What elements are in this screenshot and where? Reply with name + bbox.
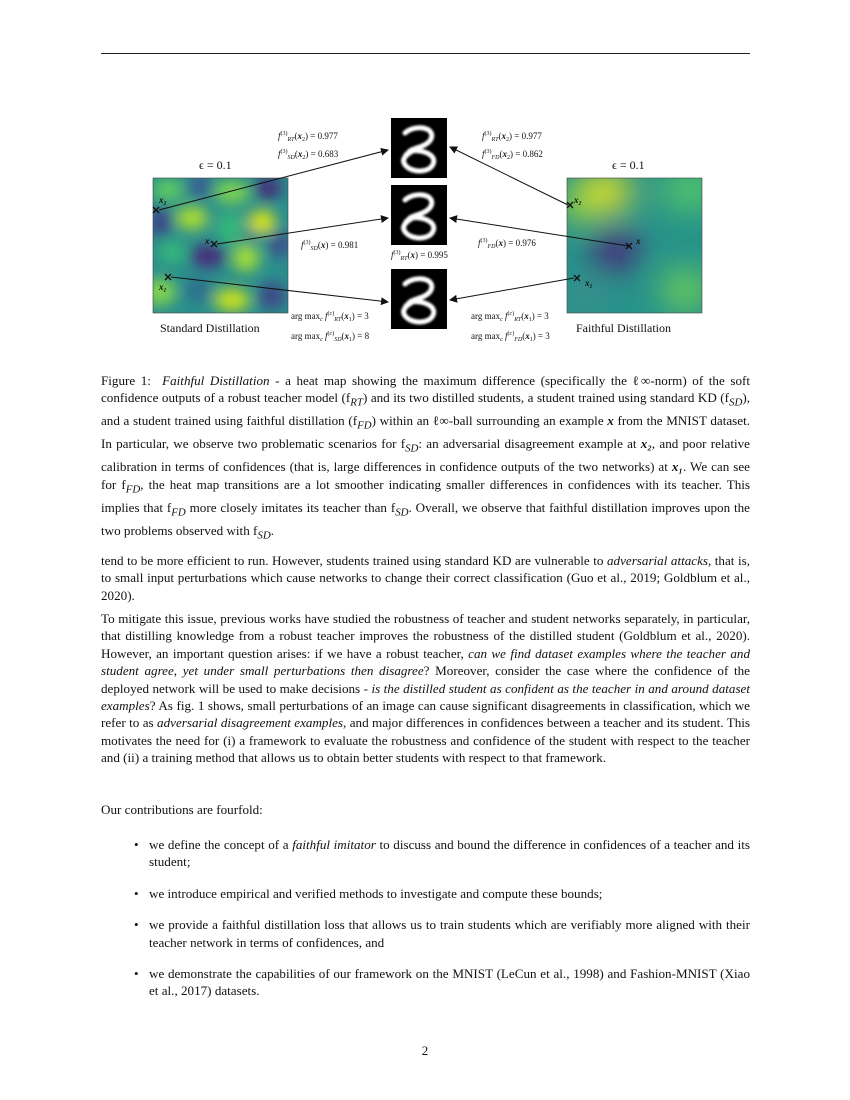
label-sd-x: $f^{(3)}_{SD}(x) = 0.981$ (301, 240, 359, 252)
caption-text: ), and a student trained using faithful distillation (f (101, 390, 750, 429)
value-sd-x2: 0.683 (317, 149, 339, 159)
value-fd-argmax-x1: 3 (545, 331, 550, 341)
label-fd-argmax-x1: arg $\max_c f^{(c)}_{FD}(x_1) = 3$ (471, 331, 550, 343)
right-point-x2-label: x₂ (574, 195, 582, 205)
contribution-text: to discuss and bound the difference in confidences of a teacher and its student; (149, 837, 750, 870)
caption-math: x₂ (640, 436, 652, 452)
caption-sub: SD (395, 506, 409, 519)
caption-text: from the MNIST dataset. In particular, we observe two problematic scenarios for f (101, 413, 750, 452)
contribution-text: we demonstrate the capabilities of our framework on the MNIST (LeCun et al., 1998) and Fashion-MNIST (Xiao et al., 2017) datasets. (149, 966, 750, 999)
caption-text: ) and its two distilled students, a student trained using standard KD (f (362, 390, 730, 406)
label-rt-x2-left: $f^{(3)}_{RT}(x_2) = 0.977$ (278, 131, 338, 143)
value-fd-x2: 0.862 (522, 149, 543, 159)
right-point-x-label: x (636, 236, 641, 246)
left-point-x-label: x (205, 236, 210, 246)
caption-text: , the heat map transitions are a lot smoother indicating smaller differences in confidences with its teacher. This implies that f (101, 476, 750, 515)
value-sd-x: 0.981 (337, 240, 359, 250)
figure-graphics (0, 0, 850, 370)
right-epsilon-label: ϵ = 0.1 (612, 158, 645, 172)
caption-sub: FD (125, 483, 141, 496)
digit-image-x2 (391, 118, 447, 178)
label-rt-x: $f^{(3)}_{RT}(x) = 0.995$ (391, 250, 448, 262)
contributions-list (101, 836, 750, 1014)
value-rt-argmax-x1-left: 3 (364, 311, 369, 321)
paragraph-text: , that is, to small input perturbations which cause networks to change their correct classification (Guo et al., 2019; Goldblum et al., 2020). (101, 553, 750, 603)
label-fd-x: $f^{(3)}_{FD}(x) = 0.976$ (478, 238, 536, 250)
label-rt-argmax-x1-left: arg $\max_c f^{(c)}_{RT}(x_1) = 3$ (291, 311, 369, 323)
caption-math: x (607, 413, 614, 429)
paragraph-text: tend to be more efficient to run. However, students trained using standard KD are vulnerable to (101, 553, 607, 568)
paragraph-emphasis: is the distilled student as confident as the teacher in and around dataset examples (101, 680, 750, 714)
figure-caption (101, 372, 750, 545)
caption-sub: SD (729, 397, 743, 410)
contribution-emphasis: faithful imitator (292, 837, 376, 852)
standard-distillation-title: Standard Distillation (160, 321, 260, 335)
caption-text: . (270, 522, 274, 538)
value-rt-x: 0.995 (427, 250, 448, 260)
label-sd-x2: $f^{(3)}_{SD}(x_2) = 0.683$ (278, 149, 339, 161)
caption-text: , and poor relative calibration in terms of confidences (that is, large differences in confidence outputs of the two networks) at (101, 436, 750, 475)
paragraph-emphasis: can we find dataset examples where the teacher and student agree, yet under small perturbations then disagree (101, 645, 750, 679)
page-number: 2 (421, 1043, 429, 1058)
faithful-distillation-title: Faithful Distillation (576, 321, 671, 335)
caption-title: Faithful Distillation (162, 373, 270, 388)
contribution-text: we introduce empirical and verified methods to investigate and compute these bounds; (149, 885, 603, 901)
label-fd-x2: $f^{(3)}_{FD}(x_2) = 0.862$ (482, 149, 543, 161)
paragraph-1 (101, 552, 750, 604)
caption-text: . We can see for f (101, 459, 750, 492)
paragraph-text: , and major differences in confidences between a teacher and its student. This motivates the need for (i) a framework to evaluate the robustness and confidence of the student with respect to the teacher and (ii) a training method that allows us to obtain better students with respect to that framework. (101, 715, 750, 766)
contribution-item (101, 836, 750, 871)
caption-sub: SD (405, 443, 419, 456)
value-rt-x2-right: 0.977 (521, 131, 542, 141)
figure-1 (0, 0, 850, 370)
caption-label: Figure 1: (101, 373, 151, 388)
caption-math: x₁ (671, 459, 683, 475)
digit-image-x1 (391, 269, 447, 329)
value-fd-x: 0.976 (515, 238, 536, 248)
contribution-text: we provide a faithful distillation loss that allows us to train students which are verifiably more aligned with their teacher network in terms of confidences, and (149, 917, 750, 950)
left-point-x1-label: x₁ (159, 282, 167, 292)
faithful-distillation-heatmap (562, 168, 720, 314)
caption-sub: FD (357, 420, 372, 433)
contribution-item (101, 916, 750, 951)
paragraph-2 (101, 610, 750, 767)
label-sd-argmax-x1: arg $\max_c f^{(c)}_{SD}(x_1) = 8$ (291, 331, 370, 343)
paragraph-text: ? Moreover, consider the case where the confidence of the deployed network will be used to make decisions - (101, 663, 750, 696)
caption-text: - a heat map showing the maximum difference (specifically the ℓ∞-norm) of the soft confidence outputs of a robust teacher model (f (101, 373, 751, 406)
caption-sub: SD (257, 529, 271, 542)
paragraph-text: To mitigate this issue, previous works have studied the robustness of teacher and student networks separately, in particular, that distilling knowledge from a robust teacher improves the robustness of the distilled student (Goldblum et al., 2020). However, an important question arises: if we have a robust teacher, (101, 611, 750, 661)
caption-text: . Overall, we observe that faithful distillation improves upon the two problems observed with f (101, 499, 750, 538)
digit-image-x (391, 185, 447, 245)
contribution-text: we define the concept of a (149, 837, 293, 852)
caption-text: ) within an ℓ∞-ball surrounding an example (371, 413, 608, 429)
paragraph-3: Our contributions are fourfold: (101, 802, 263, 817)
caption-text: : an adversarial disagreement example at (418, 436, 641, 452)
right-point-x1-label: x₁ (585, 278, 593, 288)
contribution-item (101, 885, 750, 902)
left-epsilon-label: ϵ = 0.1 (199, 158, 232, 172)
label-rt-argmax-x1-right: arg $\max_c f^{(c)}_{RT}(x_1) = 3$ (471, 311, 549, 323)
value-sd-argmax-x1: 8 (364, 331, 370, 341)
caption-sub: FD (171, 506, 186, 519)
paragraph-emphasis: adversarial attacks (606, 553, 708, 568)
paragraph-emphasis: adversarial disagreement examples (157, 715, 344, 731)
paragraph-text: ? As fig. 1 shows, small perturbations of an image can cause significant disagreements in classification, which we refer to as (101, 698, 750, 731)
caption-text: more closely imitates its teacher than f (185, 499, 396, 515)
value-rt-argmax-x1-right: 3 (544, 311, 549, 321)
contribution-item (101, 965, 750, 1000)
value-rt-x2-left: 0.977 (317, 131, 338, 141)
left-point-x2-label: x₂ (159, 195, 167, 205)
label-rt-x2-right: $f^{(3)}_{RT}(x_2) = 0.977$ (482, 131, 542, 143)
caption-sub: RT (350, 397, 363, 410)
